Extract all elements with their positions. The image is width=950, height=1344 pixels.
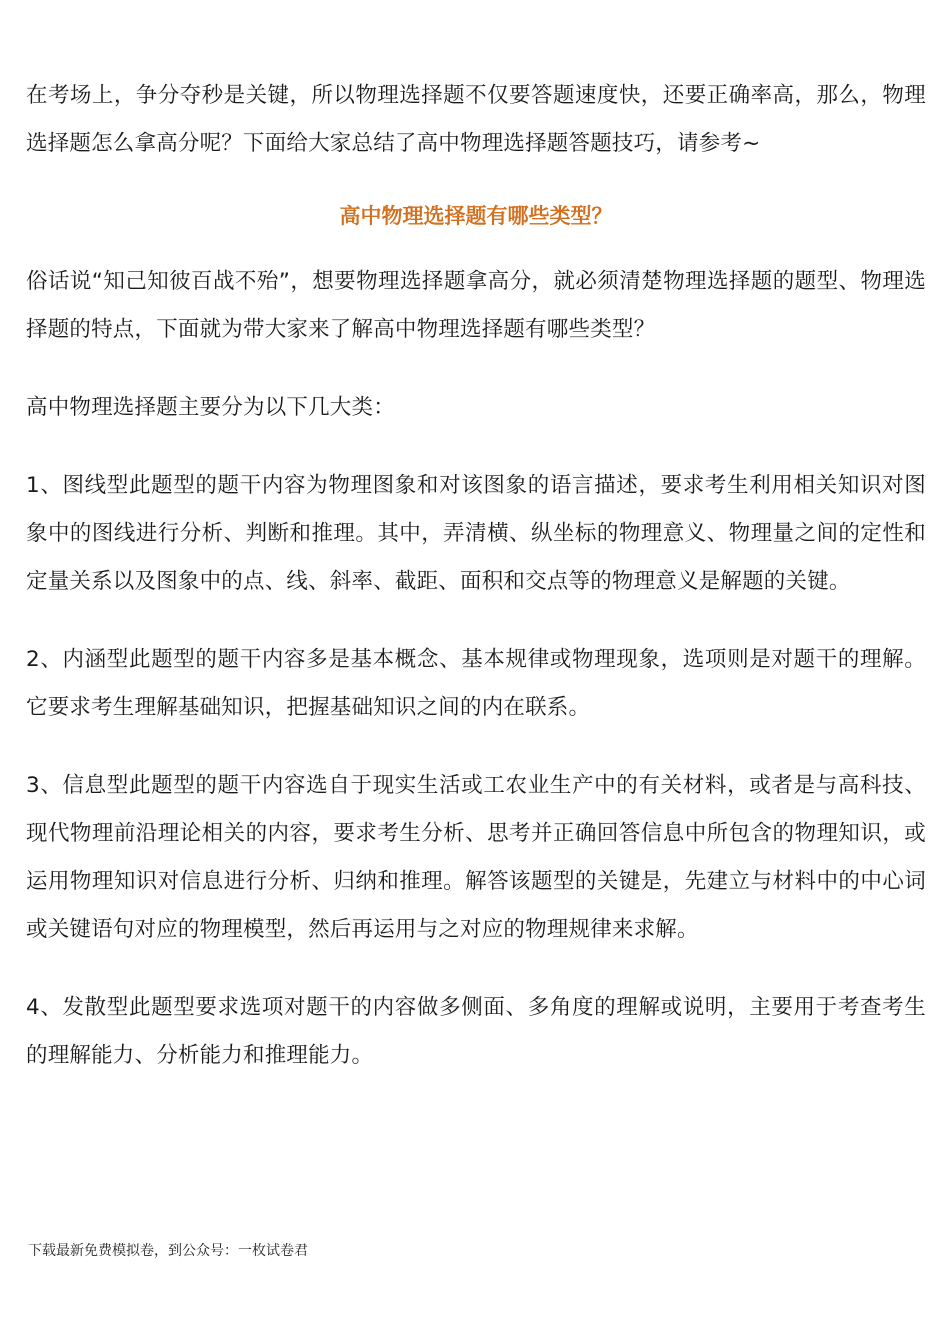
section-heading: 高中物理选择题有哪些类型？ — [339, 204, 613, 228]
footer-note: 下载最新免费模拟卷，到公众号：一枚试卷君 — [28, 1243, 308, 1259]
paragraph-type-divergent: 4、发散型此题型要求选项对题干的内容做多侧面、多角度的理解或说明，主要用于考查考生的理解能力、分析能力和推理能力。 — [26, 995, 926, 1068]
paragraph-categories: 高中物理选择题主要分为以下几大类： — [26, 395, 395, 420]
paragraph-proverb: 俗话说“知己知彼百战不殆”，想要物理选择题拿高分，就必须清楚物理选择题的题型、物理选择题的特点，下面就为带大家来了解高中物理选择题有哪些类型？ — [26, 269, 926, 342]
paragraph-type-graph: 1、图线型此题型的题干内容为物理图象和对该图象的语言描述，要求考生利用相关知识对图象中的图线进行分析、判断和推理。其中，弄清横、纵坐标的物理意义、物理量之间的定性和定量关系以及图象中的点、线、斜率、截距、面积和交点等的物理意义是解题的关键。 — [26, 473, 926, 594]
intro-paragraph: 在考场上，争分夺秒是关键，所以物理选择题不仅要答题速度快，还要正确率高，那么，物理选择题怎么拿高分呢？下面给大家总结了高中物理选择题答题技巧，请参考~ — [26, 83, 926, 156]
article-body — [26, 72, 926, 1110]
paragraph-type-connotation: 2、内涵型此题型的题干内容多是基本概念、基本规律或物理现象，选项则是对题干的理解。它要求考生理解基础知识，把握基础知识之间的内在联系。 — [26, 647, 926, 720]
paragraph-type-information: 3、信息型此题型的题干内容选自于现实生活或工农业生产中的有关材料，或者是与高科技、现代物理前沿理论相关的内容，要求考生分析、思考并正确回答信息中所包含的物理知识，或运用物理知识对信息进行分析、归纳和推理。解答该题型的关键是，先建立与材料中的中心词或关键语句对应的物理模型，然后再运用与之对应的物理规律来求解。 — [26, 773, 926, 942]
